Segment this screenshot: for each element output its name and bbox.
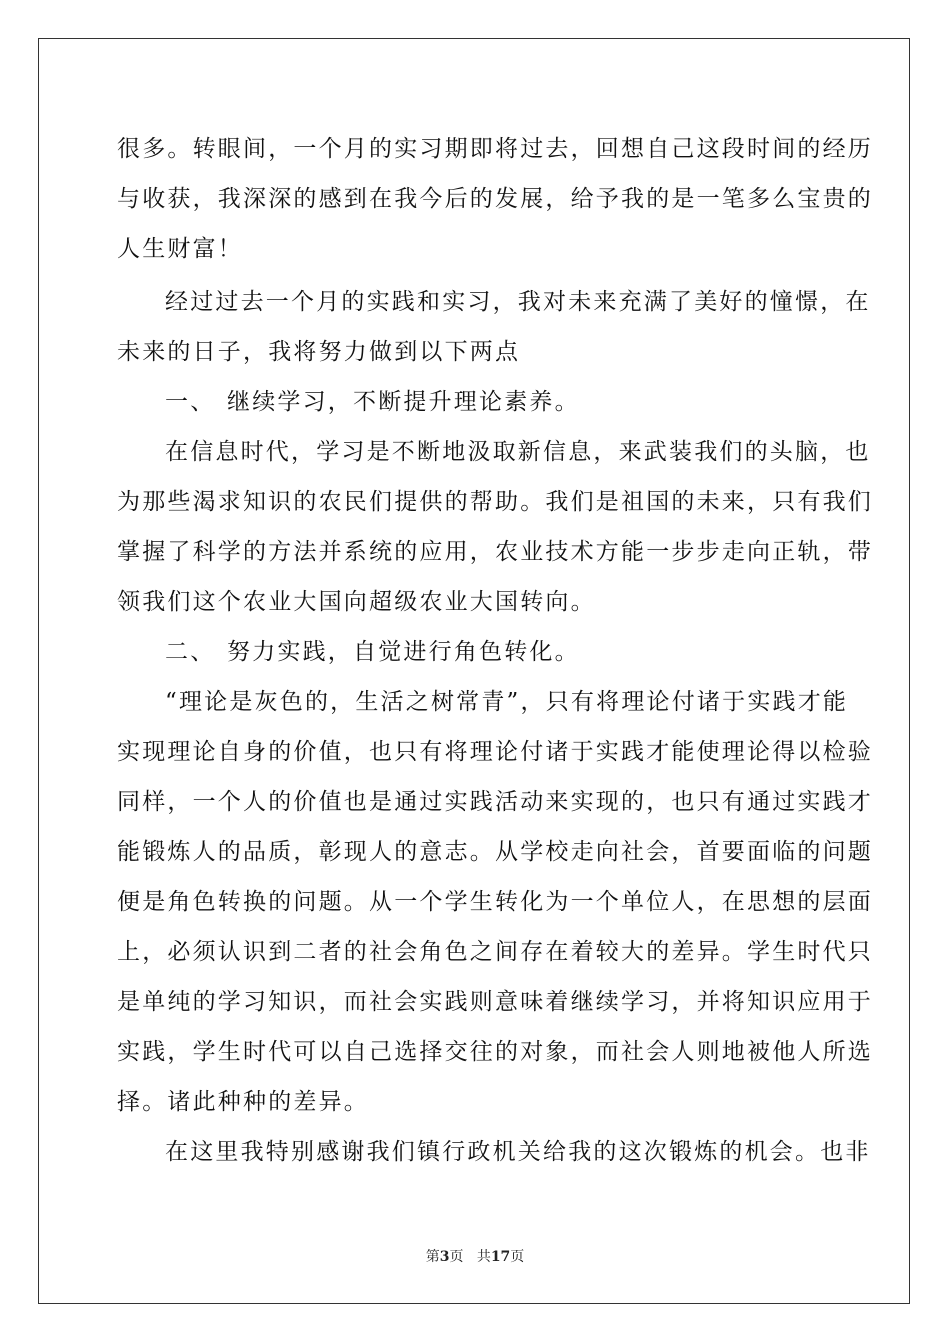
text-line: 在这里我特别感谢我们镇行政机关给我的这次锻炼的机会。也非 bbox=[165, 1139, 871, 1165]
paragraph bbox=[117, 277, 871, 377]
page-current: 3 bbox=[439, 1249, 450, 1265]
page-suffix: 页 bbox=[449, 1249, 464, 1265]
text-line: 能锻炼人的品质，彰现人的意志。从学校走向社会，首要面临的问题 bbox=[117, 839, 873, 865]
total-suffix: 页 bbox=[510, 1249, 525, 1265]
numbered-heading bbox=[117, 377, 833, 427]
text-line: 实现理论自身的价值，也只有将理论付诸于实践才能使理论得以检验 bbox=[117, 739, 873, 765]
text-line: “理论是灰色的，生活之树常青”，只有将理论付诸于实践才能 bbox=[165, 689, 849, 715]
text-line: 为那些渴求知识的农民们提供的帮助。我们是祖国的未来，只有我们 bbox=[117, 489, 873, 515]
document-body bbox=[117, 124, 873, 1177]
text-line: 上，必须认识到二者的社会角色之间存在着较大的差异。学生时代只 bbox=[117, 939, 873, 965]
heading-text: 努力实践，自觉进行角色转化。 bbox=[227, 639, 580, 665]
heading-number: 二、 bbox=[165, 639, 216, 665]
numbered-heading bbox=[117, 627, 833, 677]
text-line: 很多。转眼间，一个月的实习期即将过去，回想自己这段时间的经历 bbox=[117, 136, 873, 162]
paragraph bbox=[117, 1127, 871, 1177]
text-line: 择。诸此种种的差异。 bbox=[117, 1089, 369, 1115]
paragraph bbox=[117, 124, 873, 274]
text-line: 与收获，我深深的感到在我今后的发展，给予我的是一笔多么宝贵的 bbox=[117, 186, 873, 212]
text-line: 在信息时代，学习是不断地汲取新信息，来武装我们的头脑，也 bbox=[165, 439, 871, 465]
page-total: 17 bbox=[490, 1249, 511, 1265]
heading-text: 继续学习，不断提升理论素养。 bbox=[227, 389, 580, 415]
text-line: 经过过去一个月的实践和实习，我对未来充满了美好的憧憬，在 bbox=[165, 289, 871, 315]
text-line: 便是角色转换的问题。从一个学生转化为一个单位人，在思想的层面 bbox=[117, 889, 873, 915]
page-footer bbox=[0, 1246, 950, 1266]
paragraph bbox=[117, 427, 873, 627]
text-line: 实践，学生时代可以自己选择交往的对象，而社会人则地被他人所选 bbox=[117, 1039, 873, 1065]
text-line: 领我们这个农业大国向超级农业大国转向。 bbox=[117, 589, 596, 615]
text-line: 是单纯的学习知识，而社会实践则意味着继续学习，并将知识应用于 bbox=[117, 989, 873, 1015]
heading-number: 一、 bbox=[165, 389, 216, 415]
text-line: 人生财富！ bbox=[117, 236, 243, 262]
text-line: 未来的日子，我将努力做到以下两点 bbox=[117, 339, 521, 365]
total-prefix: 共 bbox=[476, 1249, 491, 1265]
paragraph bbox=[117, 677, 873, 1127]
text-line: 同样，一个人的价值也是通过实践活动来实现的，也只有通过实践才 bbox=[117, 789, 873, 815]
page-prefix: 第 bbox=[425, 1249, 440, 1265]
text-line: 掌握了科学的方法并系统的应用，农业技术方能一步步走向正轨，带 bbox=[117, 539, 873, 565]
